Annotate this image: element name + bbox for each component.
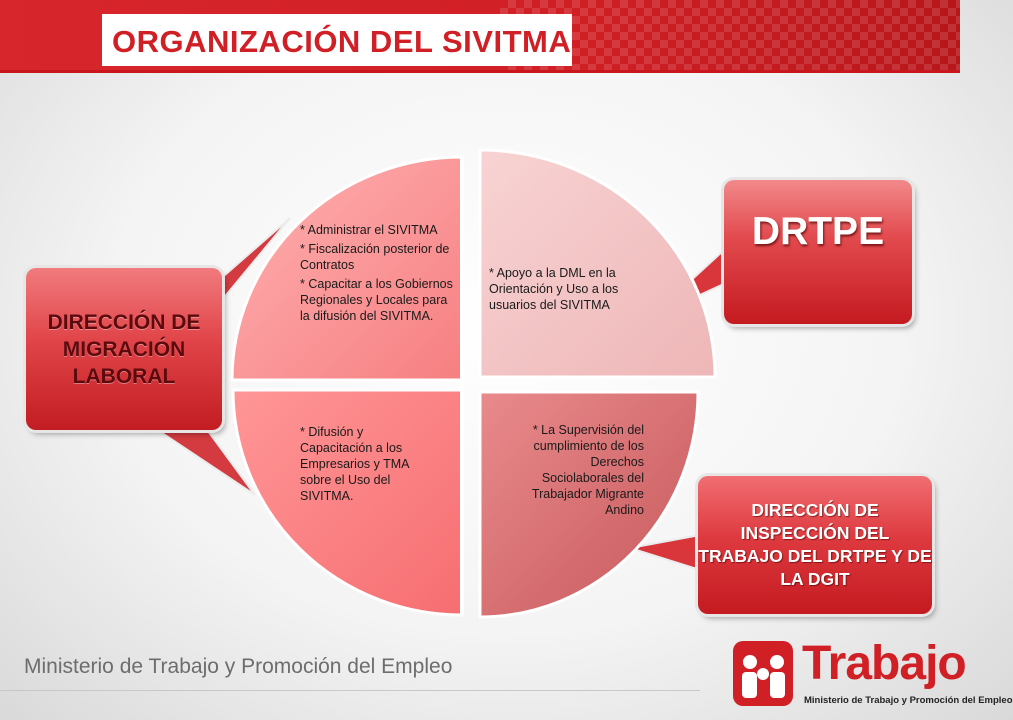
dit-callout	[698, 476, 932, 614]
bottom-left-functions: * Difusión y Capacitación a los Empresarios y TMA sobre el Uso del SIVITMA.	[300, 425, 409, 503]
quadrant-top-right	[480, 150, 715, 377]
dml-callout	[26, 268, 222, 430]
logo-figure-body-left	[742, 672, 757, 698]
function-item: * Administrar el SIVITMA	[300, 223, 438, 237]
bottom-right-functions: * La Supervisión del cumplimiento de los Derechos Sociolaborales del Trabajador Migrante Andino	[531, 423, 644, 517]
dit-callout-label: DIRECCIÓN DE INSPECCIÓN DEL TRABAJO DEL DRTPE Y DE LA DGIT	[698, 500, 932, 589]
function-item: * Fiscalización posterior de Contratos	[300, 242, 450, 272]
logo-figure-head-right	[770, 655, 784, 669]
top-right-functions: * Apoyo a la DML en la Orientación y Uso a los usuarios del SIVITMA	[489, 266, 619, 312]
drtpe-callout	[724, 180, 912, 324]
dml-callout-label: DIRECCIÓN DE MIGRACIÓN LABORAL	[47, 310, 201, 388]
logo-wordmark: Trabajo	[802, 637, 966, 690]
drtpe-callout-label: DRTPE	[751, 210, 885, 253]
logo-figure-body-right	[770, 672, 785, 698]
footer-rule	[0, 690, 700, 691]
logo-figure-head-center	[757, 668, 769, 680]
logo-subtitle: Ministerio de Trabajo y Promoción del Empleo	[804, 695, 1013, 706]
ministry-name: Ministerio de Trabajo y Promoción del Empleo	[24, 655, 453, 678]
function-item: * Capacitar a los Gobiernos Regionales y Locales para la difusión del SIVITMA.	[300, 277, 453, 323]
top-left-functions	[300, 222, 460, 327]
page-title: ORGANIZACIÓN DEL SIVITMA	[112, 24, 572, 59]
logo-figure-head-left	[743, 655, 757, 669]
